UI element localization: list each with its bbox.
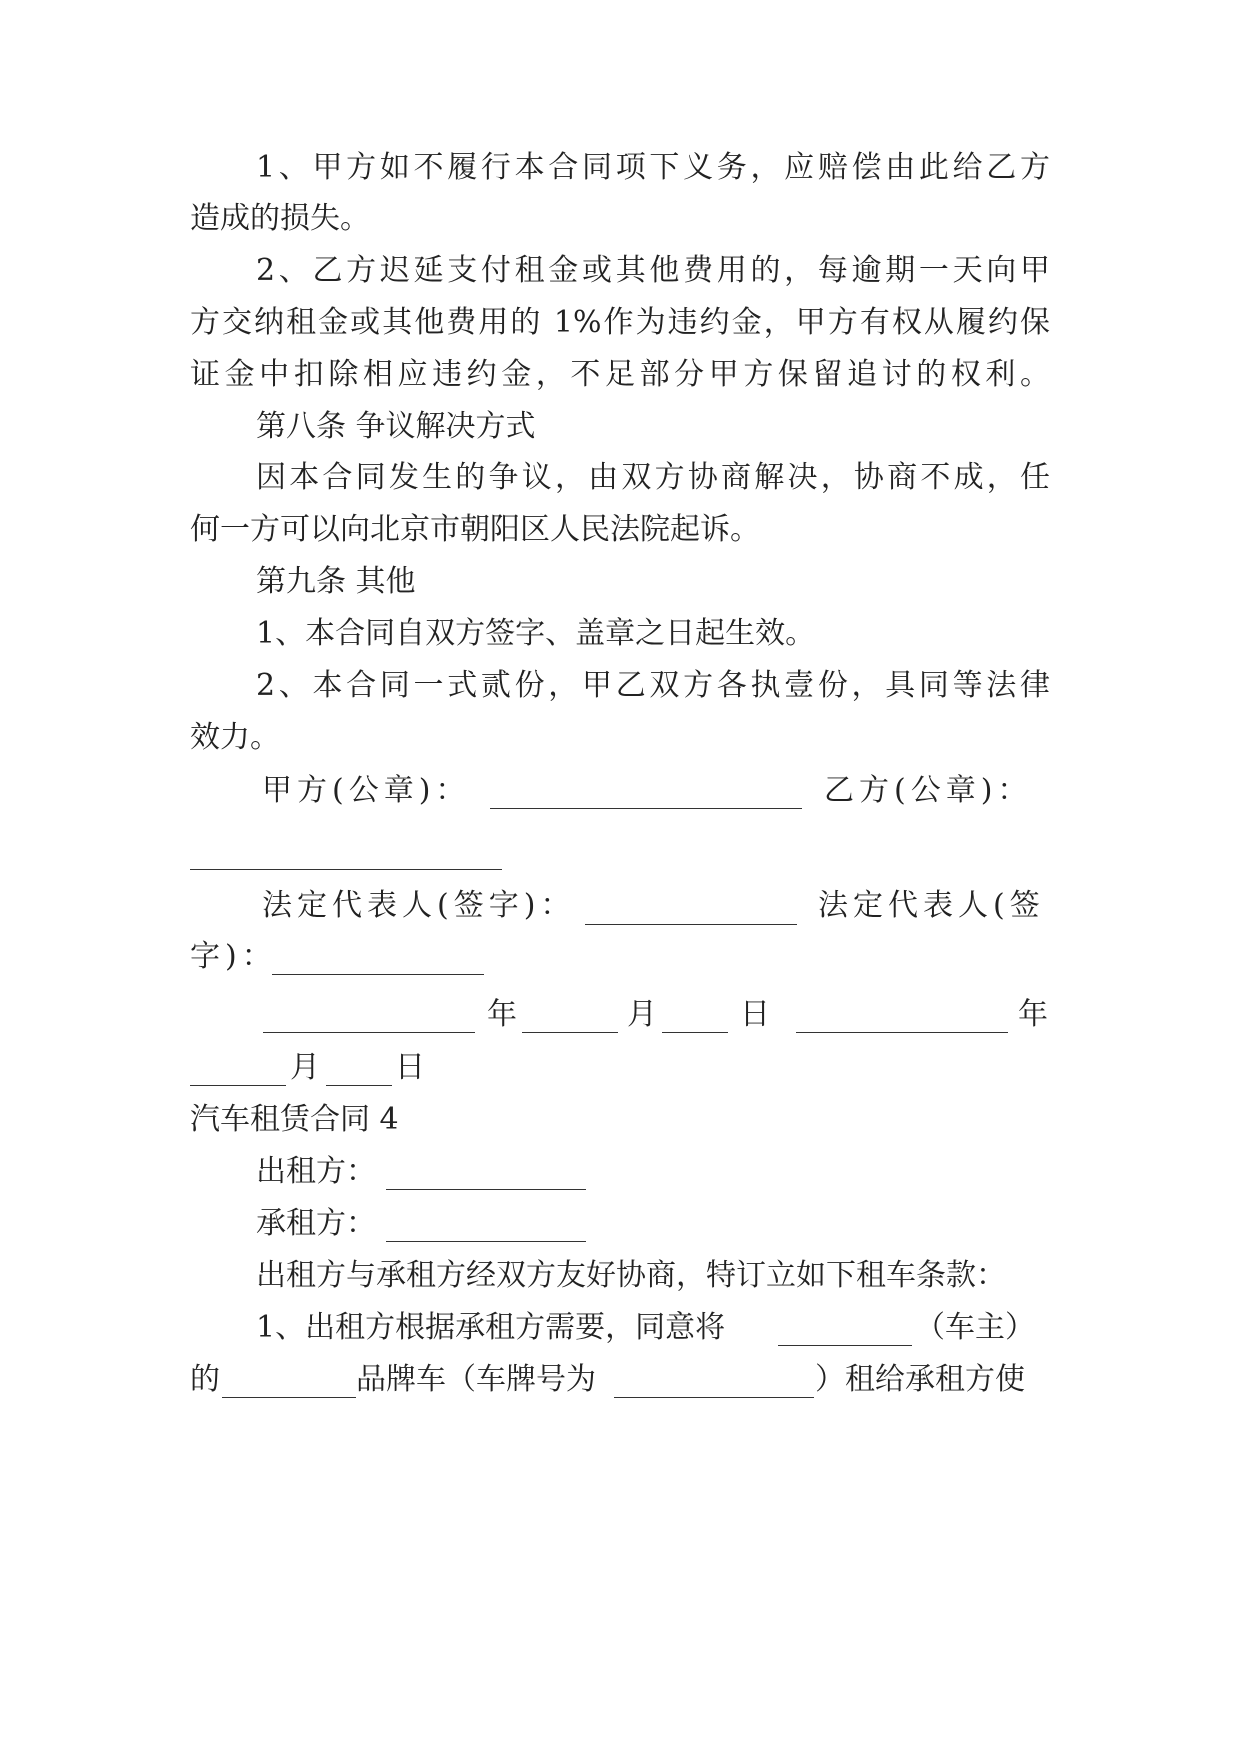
- section-heading: 第九条 其他: [256, 564, 416, 599]
- date-b-month-label: 月: [290, 1050, 320, 1085]
- paragraph-line: 何一方可以向北京市朝阳区人民法院起诉。: [190, 512, 760, 547]
- rep-b-blank: [272, 974, 484, 975]
- lessor-label: 出租方：: [256, 1154, 376, 1189]
- rep-b-label-end: 字)：: [190, 939, 277, 974]
- paragraph-line: 效力。: [190, 720, 280, 755]
- paragraph-line: 1、甲方如不履行本合同项下义务，应赔偿由此给乙方: [256, 150, 1050, 185]
- clause1-owner-blank: [778, 1345, 912, 1346]
- paragraph-line: 方交纳租金或其他费用的 1%作为违约金，甲方有权从履约保: [190, 305, 1050, 340]
- rep-a-label: 法定代表人(签字)：: [262, 888, 576, 923]
- date-a-year-blank: [263, 1032, 475, 1033]
- paragraph-line: 因本合同发生的争议，由双方协商解决，协商不成，任: [256, 460, 1050, 495]
- paragraph-line: 造成的损失。: [190, 201, 370, 236]
- rep-b-label: 法定代表人(签: [818, 888, 1045, 923]
- date-b-day-label: 日: [395, 1050, 425, 1085]
- party-a-seal-label: 甲方(公章)：: [262, 773, 471, 808]
- date-b-year-label: 年: [1018, 997, 1048, 1032]
- date-b-day-blank: [326, 1085, 392, 1086]
- clause1-text-b: （车主）: [915, 1310, 1035, 1345]
- clause1-text-e: ）租给承租方使: [815, 1362, 1025, 1397]
- date-a-month-blank: [522, 1032, 618, 1033]
- paragraph-line: 证金中扣除相应违约金，不足部分甲方保留追讨的权利。: [190, 357, 1050, 392]
- date-b-month-blank: [190, 1085, 286, 1086]
- date-b-year-blank: [796, 1032, 1008, 1033]
- contract-title: 汽车租赁合同 4: [190, 1102, 399, 1137]
- lessor-blank: [386, 1189, 586, 1190]
- clause1-text-a: 1、出租方根据承租方需要，同意将: [256, 1310, 726, 1345]
- clause1-plate-blank: [614, 1397, 814, 1398]
- rep-a-blank: [585, 924, 797, 925]
- date-a-year-label: 年: [487, 997, 517, 1032]
- clause1-text-c: 的: [190, 1362, 220, 1397]
- party-b-seal-blank: [190, 869, 502, 870]
- clause1-brand-blank: [222, 1397, 356, 1398]
- clause1-text-d: 品牌车（车牌号为: [356, 1362, 596, 1397]
- date-a-day-blank: [662, 1032, 728, 1033]
- date-a-day-label: 日: [740, 997, 770, 1032]
- lessee-label: 承租方：: [256, 1206, 376, 1241]
- date-a-month-label: 月: [627, 997, 657, 1032]
- party-b-seal-label: 乙方(公章)：: [824, 773, 1033, 808]
- section-heading: 第八条 争议解决方式: [256, 409, 536, 444]
- party-a-seal-blank: [490, 808, 802, 809]
- intro-line: 出租方与承租方经双方友好协商，特订立如下租车条款：: [256, 1258, 1006, 1293]
- paragraph-line: 2、乙方迟延支付租金或其他费用的，每逾期一天向甲: [256, 253, 1050, 288]
- paragraph-line: 2、本合同一式贰份，甲乙双方各执壹份，具同等法律: [256, 668, 1050, 703]
- paragraph-line: 1、本合同自双方签字、盖章之日起生效。: [256, 616, 816, 651]
- lessee-blank: [386, 1241, 586, 1242]
